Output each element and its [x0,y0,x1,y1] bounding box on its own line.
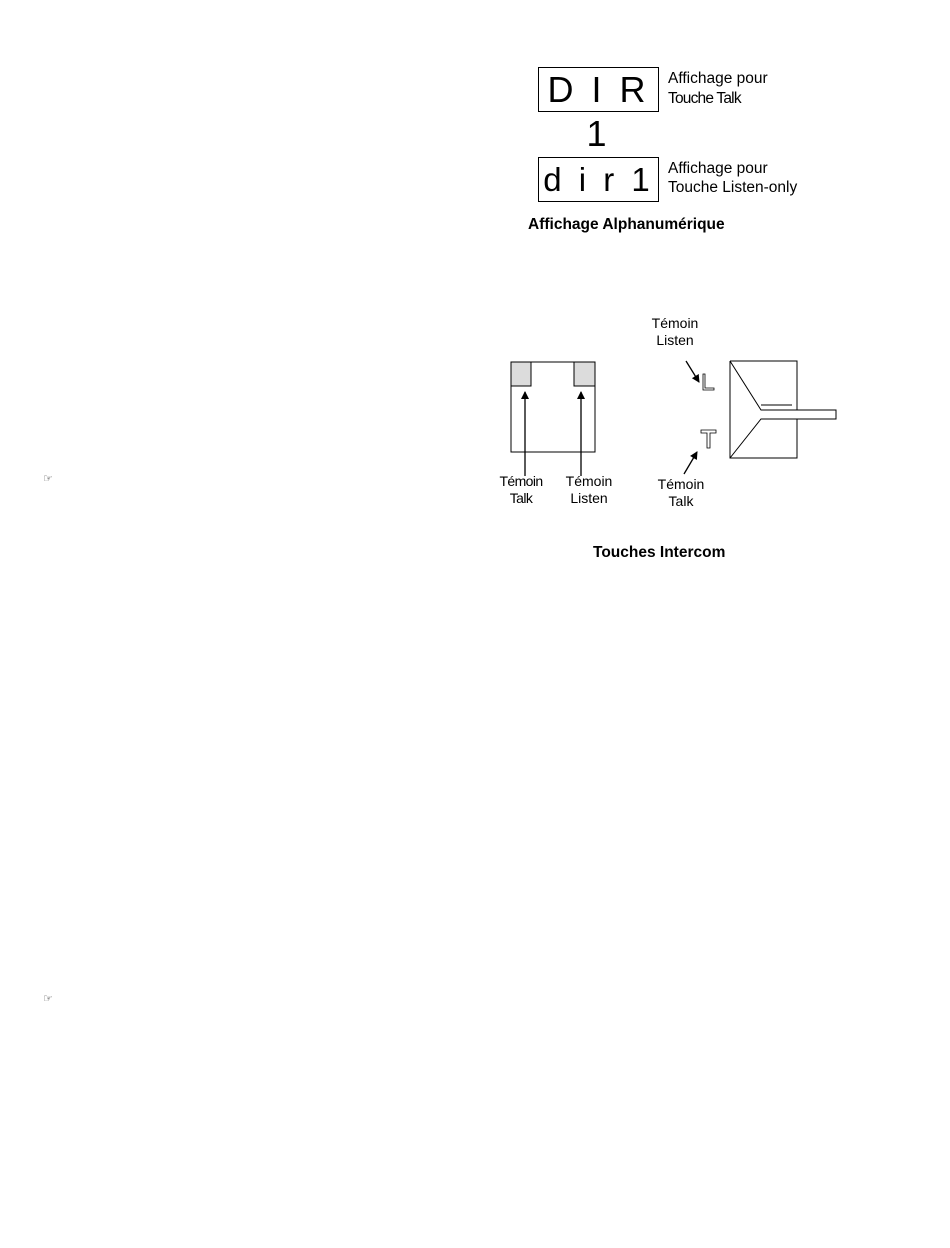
caption-listen-only-line2: Touche Listen-only [668,179,798,196]
side-talk-label [654,476,708,510]
front-talk-label-line2: Talk [509,490,533,506]
side-listen-label-line2: Listen [656,332,694,348]
side-listen-label [648,315,702,349]
caption-talk-line2: Touche Talk [668,90,741,107]
listen-led-indicator [574,362,595,386]
intercom-key-side [730,361,836,458]
talk-t-indicator [701,430,716,448]
talk-led-indicator [511,362,531,386]
side-talk-arrow [684,452,697,474]
pointing-hand-icon: ☞ [43,473,53,485]
caption-listen-only-line1: Affichage pour [668,160,768,177]
side-listen-label-line1: Témoin [651,315,699,331]
front-listen-label-line2: Listen [570,490,608,506]
pointing-hand-icon: ☞ [43,993,53,1005]
lcd-display-listen-only: d i r 1 [538,157,659,202]
side-listen-arrow [686,361,699,382]
side-talk-label-line2: Talk [668,493,694,509]
front-listen-label [562,473,616,507]
caption-talk-line1: Affichage pour [668,70,768,87]
front-talk-label [498,473,544,507]
lcd-display-talk: D I R 1 [538,67,659,112]
side-talk-label-line1: Témoin [657,476,705,492]
listen-l-indicator [703,374,714,390]
intercom-keys-heading: Touches Intercom [593,544,726,561]
front-listen-label-line1: Témoin [565,473,613,489]
alphanumeric-display-heading: Affichage Alphanumérique [528,216,725,233]
front-talk-label-line1: Témoin [499,473,543,489]
